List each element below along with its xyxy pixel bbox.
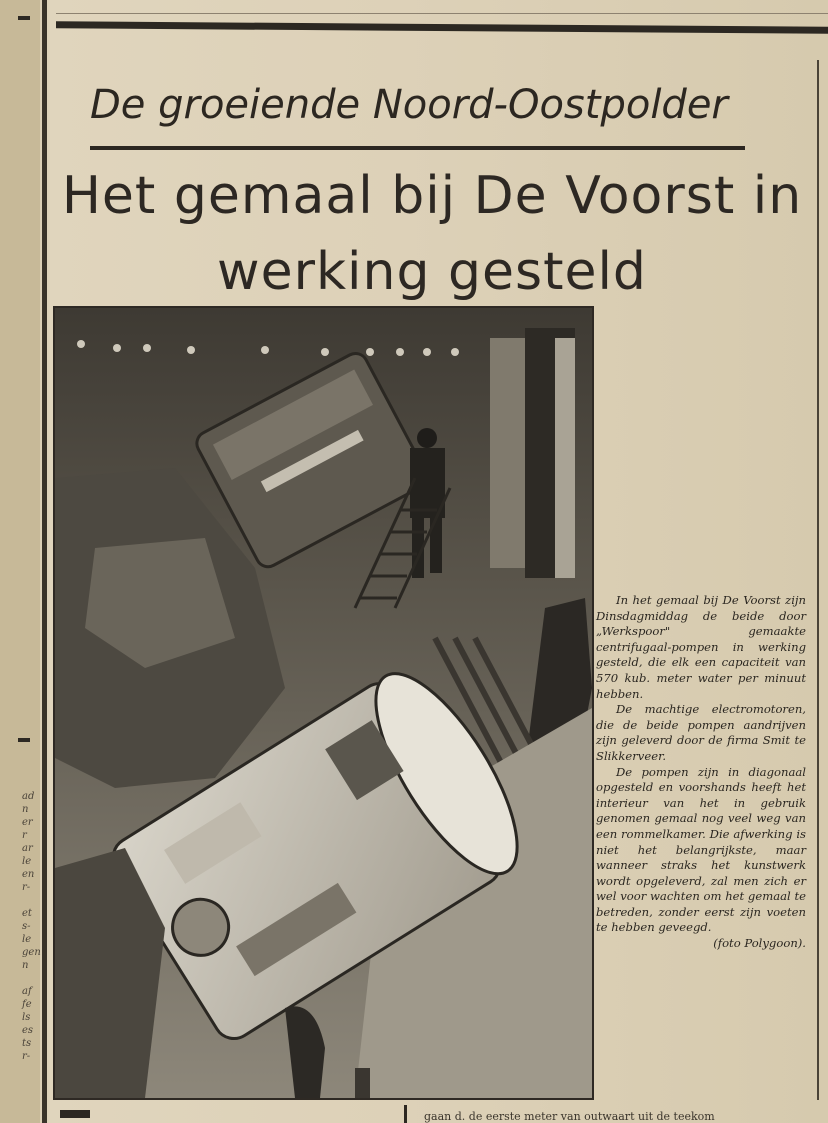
bracket [355, 1068, 370, 1098]
caption-paragraph: In het gemaal bij De Voorst zijn Dinsdagmiddag de beide door „Werkspoor" gemaakte centrifugaal-pompen in werking gesteld, die elk een capaciteit van 570 kub. meter water per minuut hebben. [596, 593, 806, 701]
kicker-underline [90, 146, 745, 150]
gutter-fragment-text: ad n er r ar le en r- et s- le gen n af fe ls es ts r- [22, 791, 41, 1062]
photo-credit: (foto Polygoon). [713, 936, 806, 951]
gutter-mark [18, 16, 30, 20]
column-rule-left [42, 0, 47, 1123]
headline-line-1: Het gemaal bij De Voorst in [61, 166, 803, 226]
photo-caption [596, 593, 806, 952]
caption-paragraph: De pompen zijn in diagonaal opgesteld en voorshands heeft het interieur van het in gebruik genomen gemaal nog veel weg van een rommelkamer. Die afwerking is niet het belangrijkste, maar wanneer straks het kunstwerk wordt opgeleverd, zal men zich er wel voor wachten om het gemaal te betreden, zonder eerst zijn voeten te hebben geveegd. [596, 764, 806, 935]
headline-line-2: werking gesteld [217, 242, 647, 302]
next-article-text: gaan d. de eerste meter van outwaart uit de teekom [424, 1110, 715, 1123]
window-light [555, 338, 575, 578]
article-kicker: De groeiende Noord-Oostpolder [90, 82, 728, 128]
caption-paragraph: De machtige electromotoren, die de beide pompen aandrijven zijn geleverd door de firma Smit te Slikkerveer. [596, 702, 806, 763]
bottom-mark [60, 1110, 90, 1118]
article-photo [53, 306, 594, 1100]
top-hairline [56, 13, 828, 14]
bottom-drop-cap [404, 1105, 407, 1123]
article-headline [52, 158, 812, 310]
pumping-station-photo [55, 308, 592, 1098]
gutter-mark [18, 738, 30, 742]
column-rule-right [817, 60, 819, 1100]
window-column [490, 338, 530, 568]
